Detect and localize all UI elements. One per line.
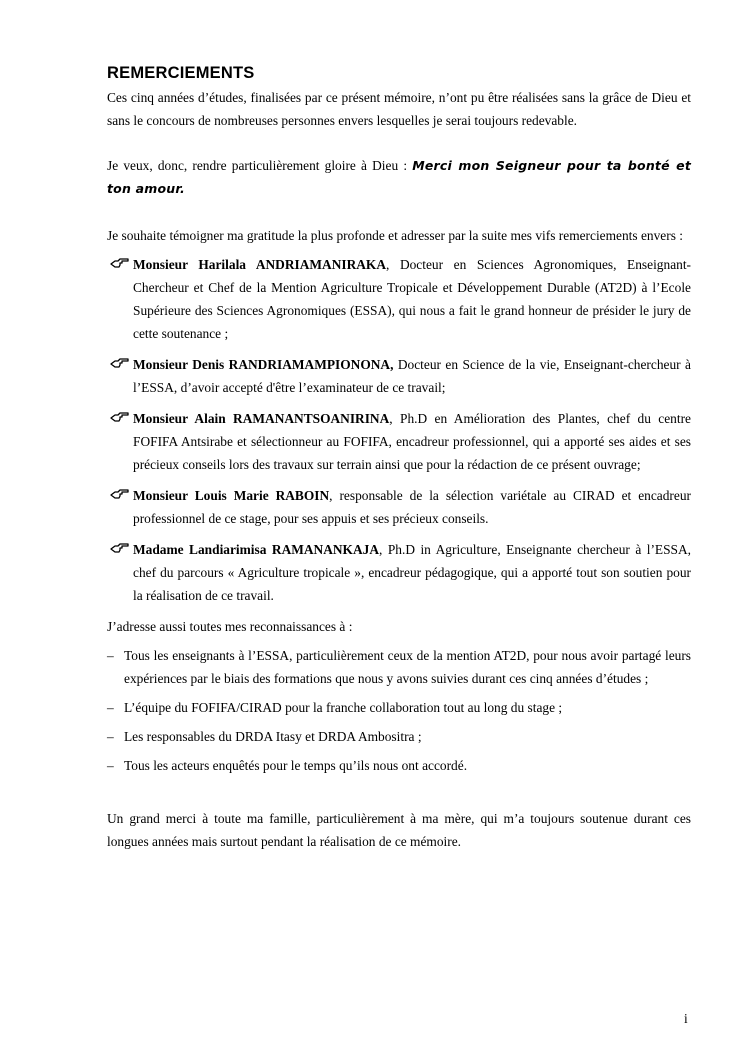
pointing-hand-icon bbox=[110, 256, 130, 270]
gloire-prefix: Je veux, donc, rendre particulièrement gloire à Dieu : bbox=[107, 158, 413, 173]
list-item-text: Les responsables du DRDA Itasy et DRDA Ambositra ; bbox=[124, 729, 422, 744]
acknowledgement-text: , Docteur en Sciences Agronomiques, Enseignant-Chercheur et Chef de la Mention Agriculture Tropicale et Développement Durable (AT2D) à l’Ecole Supérieure des Sciences Agronomiques (ESSA), qui nous a fait le grand honneur de présider le jury de cette soutenance ; bbox=[133, 257, 692, 341]
pointing-hand-icon bbox=[110, 487, 130, 501]
page-title: REMERCIEMENTS bbox=[107, 64, 255, 82]
acknowledgement-name: Madame Landiarimisa RAMANANKAJA bbox=[133, 542, 380, 557]
list-item bbox=[107, 644, 691, 690]
acknowledgement-text: , Ph.D in Agriculture, Enseignante chercheur à l’ESSA, chef du parcours « Agriculture tropicale », encadreur pédagogique, qui a apporté tout son soutien pour la réalisation de ce travail. bbox=[133, 542, 692, 603]
intro-paragraph: Ces cinq années d’études, finalisées par ce présent mémoire, n’ont pu être réalisées sans la grâce de Dieu et sans le concours de nombreuses personnes envers lesquelles je serai toujours redevable. bbox=[107, 90, 691, 128]
list-item bbox=[107, 253, 691, 345]
famille-paragraph: Un grand merci à toute ma famille, particulièrement à ma mère, qui m’a toujours soutenue durant ces longues années mais surtout pendant la réalisation de ce mémoire. bbox=[107, 811, 691, 849]
document-page bbox=[107, 64, 691, 853]
list-item-text: Tous les acteurs enquêtés pour le temps qu’ils nous ont accordé. bbox=[124, 758, 468, 773]
pointing-hand-icon bbox=[110, 356, 130, 370]
page-number: i bbox=[684, 1011, 688, 1026]
list-item-text: L’équipe du FOFIFA/CIRAD pour la franche collaboration tout au long du stage ; bbox=[124, 700, 563, 715]
acknowledgement-text: , Ph.D en Amélioration des Plantes, chef du centre FOFIFA Antsirabe et sélectionneur au FOFIFA, encadreur professionnel, qui a apporté ses aides et ses précieux conseils lors des travaux sur terrain ainsi que pour la rédaction de ce présent ouvrage; bbox=[133, 411, 691, 472]
gratitude-paragraph: Je souhaite témoigner ma gratitude la plus profonde et adresser par la suite mes vifs remerciements envers : bbox=[107, 228, 683, 243]
list-item bbox=[107, 754, 691, 777]
acknowledgement-name: Monsieur Alain RAMANANTSOANIRINA bbox=[133, 411, 390, 426]
pointing-hand-icon bbox=[110, 410, 130, 424]
list-item bbox=[107, 538, 691, 607]
list-item bbox=[107, 353, 691, 399]
acknowledgement-text: Docteur en Science de la vie, Enseignant-chercheur à l’ESSA, d’avoir accepté d'être l’examinateur de ce travail; bbox=[133, 357, 691, 395]
adresse-paragraph: J’adresse aussi toutes mes reconnaissances à : bbox=[107, 619, 353, 634]
acknowledgement-text: , responsable de la sélection variétale au CIRAD et encadreur professionnel de ce stage, pour ses appuis et ses précieux conseils. bbox=[133, 488, 691, 526]
acknowledgement-list bbox=[107, 253, 691, 607]
list-item bbox=[107, 696, 691, 719]
dash-bullet: – bbox=[107, 758, 114, 773]
gloire-script: Merci mon Seigneur pour ta bonté et ton amour. bbox=[107, 158, 691, 196]
gloire-paragraph bbox=[107, 154, 691, 200]
list-item bbox=[107, 484, 691, 530]
acknowledgement-name: Monsieur Harilala ANDRIAMANIRAKA bbox=[133, 257, 387, 272]
dash-bullet: – bbox=[107, 729, 114, 744]
dash-bullet: – bbox=[107, 648, 114, 663]
acknowledgement-name: Monsieur Louis Marie RABOIN bbox=[133, 488, 330, 503]
acknowledgement-name: Monsieur Denis RANDRIAMAMPIONONA, bbox=[133, 357, 394, 372]
list-item-text: Tous les enseignants à l’ESSA, particulièrement ceux de la mention AT2D, pour nous avoir partagé leurs expériences par le biais des formations que nous y avons suivies durant ces cinq années d’études ; bbox=[124, 648, 691, 686]
reconnaissance-list bbox=[107, 644, 691, 777]
list-item bbox=[107, 407, 691, 476]
pointing-hand-icon bbox=[110, 541, 130, 555]
list-item bbox=[107, 725, 691, 748]
dash-bullet: – bbox=[107, 700, 114, 715]
